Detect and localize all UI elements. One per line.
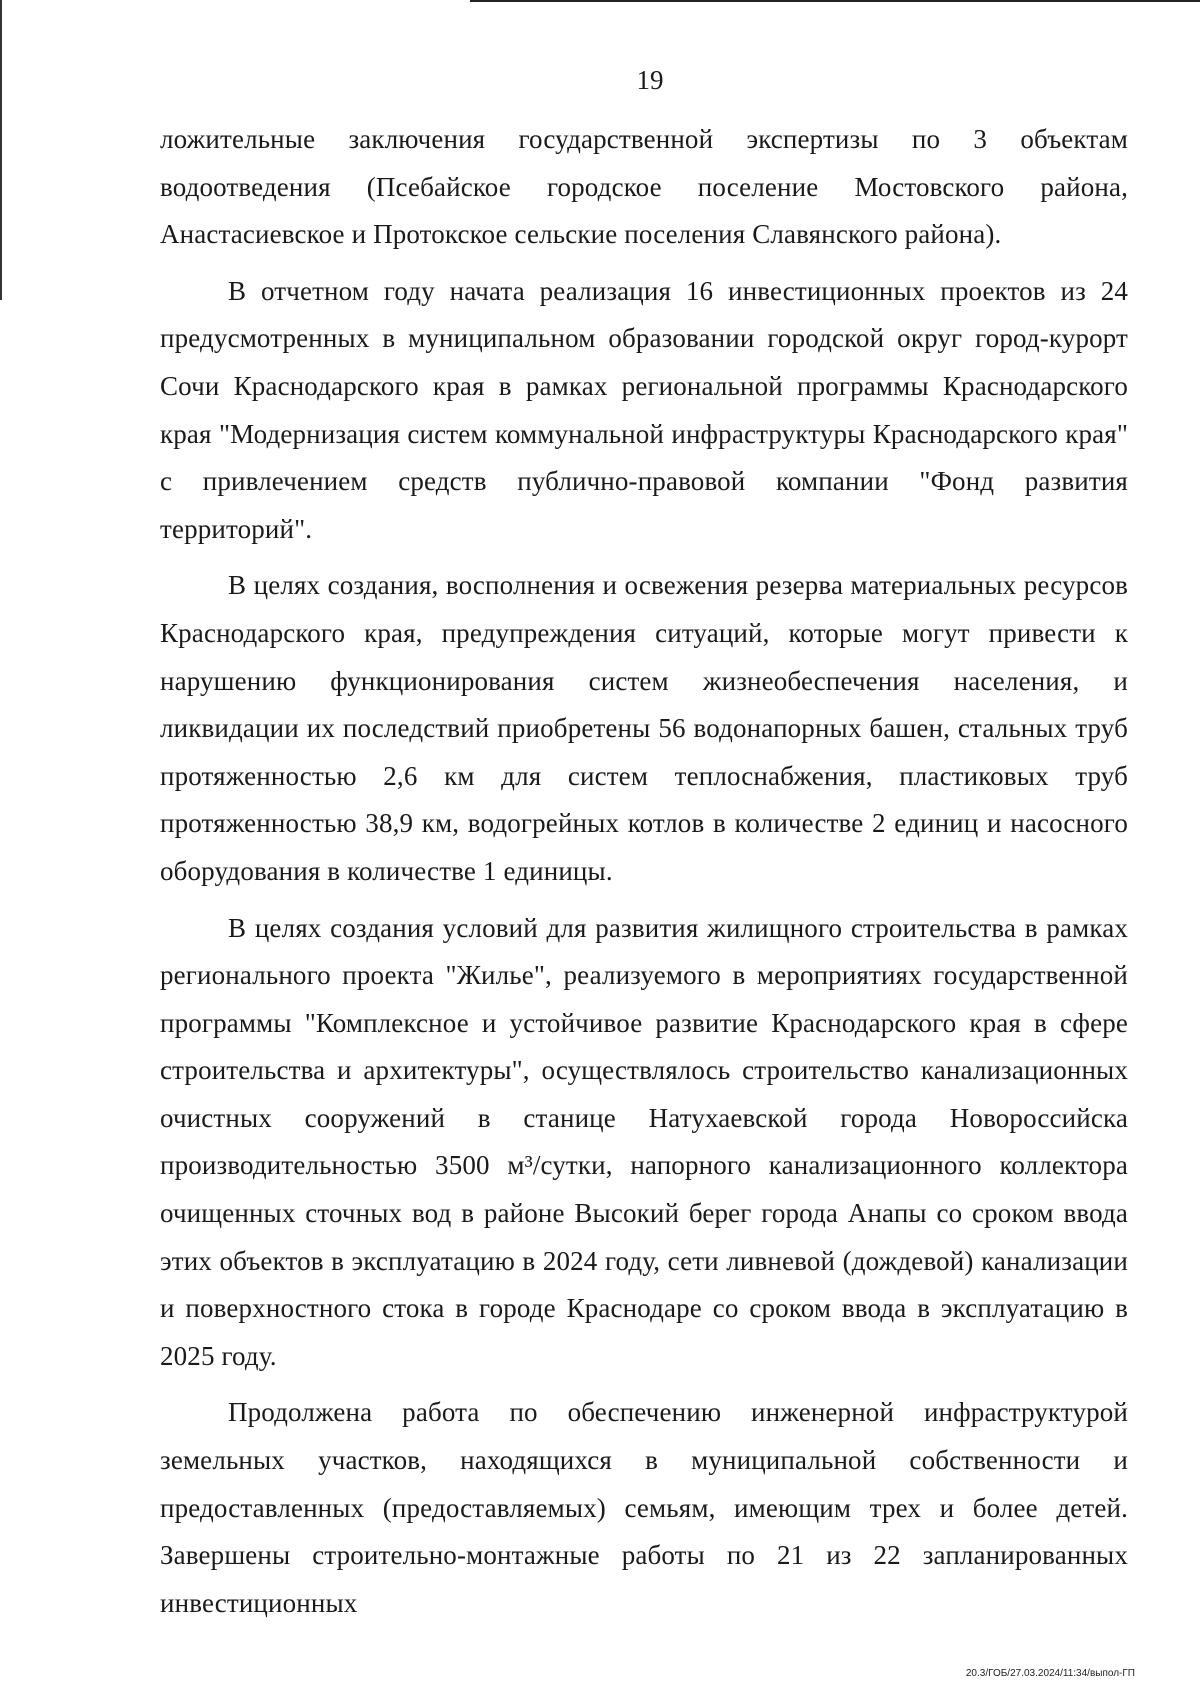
scan-edge-top xyxy=(470,0,1200,2)
body-text xyxy=(160,116,1128,1636)
page-number: 19 xyxy=(636,65,664,95)
paragraph-continuation: ложительные заключения государственной экспертизы по 3 объектам водоотведения (Псебайское городское поселение Мостовского района, Анастасиевское и Протокское сельские поселения Славянского района). xyxy=(160,124,1128,250)
paragraph-housing-construction: В целях создания условий для развития жилищного строительства в рамках регионального проекта "Жилье", реализуемого в мероприятиях государственной программы "Комплексное и устойчивое развитие Краснодарского края в сфере строительства и архитектуры", осуществлялось строительство канализационных очистных сооружений в станице Натухаевской города Новороссийска производительностью 3500 м³/сутки, напорного канализационного коллектора очищенных сточных вод в районе Высокий берег города Анапы со сроком ввода этих объектов в эксплуатацию в 2024 году, сети ливневой (дождевой) канализации и поверхностного стока в городе Краснодаре со сроком ввода в эксплуатацию в 2025 году. xyxy=(160,912,1128,1371)
footer-document-code: 20.3/ГОБ/27.03.2024/11:34/выпол-ГП xyxy=(965,1668,1135,1679)
paragraph-investment-projects: В отчетном году начата реализация 16 инвестиционных проектов из 24 предусмотренных в муниципальном образовании городской округ город-курорт Сочи Краснодарского края в рамках региональной программы Краснодарского края "Модернизация систем коммунальной инфраструктуры Краснодарского края" с привлечением средств публично-правовой компании "Фонд развития территорий". xyxy=(160,275,1128,544)
paragraph-land-plots: Продолжена работа по обеспечению инженерной инфраструктурой земельных участков, находящихся в муниципальной собственности и предоставленных (предоставляемых) семьям, имеющим трех и более детей. Завершены строительно-монтажные работы по 21 из 22 запланированных инвестиционных xyxy=(160,1397,1128,1618)
scan-edge-left xyxy=(0,0,2,300)
paragraph-material-reserve: В целях создания, восполнения и освежения резерва материальных ресурсов Краснодарского края, предупреждения ситуаций, которые могут привести к нарушению функционирования систем жизнеобеспечения населения, и ликвидации их последствий приобретены 56 водонапорных башен, стальных труб протяженностью 2,6 км для систем теплоснабжения, пластиковых труб протяженностью 38,9 км, водогрейных котлов в количестве 2 единиц и насосного оборудования в количестве 1 единицы. xyxy=(160,570,1128,886)
